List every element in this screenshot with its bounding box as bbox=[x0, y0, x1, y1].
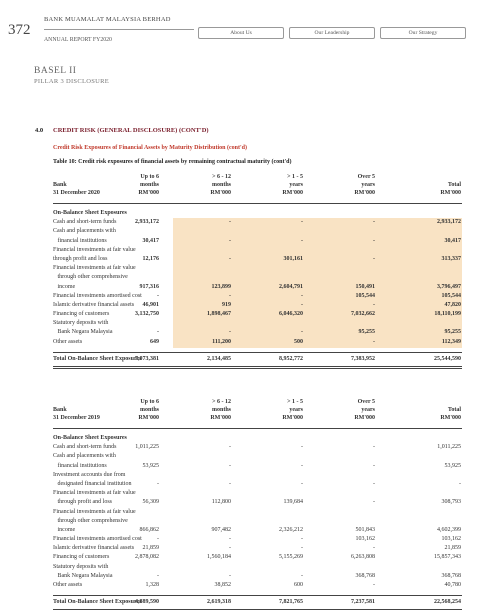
cell-value: 2,933,172 bbox=[135, 219, 159, 226]
cell-value: - bbox=[229, 255, 231, 262]
table-row bbox=[53, 219, 462, 228]
date-label: 31 December 2020 bbox=[53, 190, 100, 197]
cell-value: - bbox=[229, 545, 231, 552]
column-header bbox=[440, 173, 461, 198]
column-header-line: Up to 6 bbox=[140, 399, 159, 405]
content-title: CREDIT RISK (GENERAL DISCLOSURE) (CONT'D) bbox=[53, 127, 209, 134]
cell-value: 112,349 bbox=[441, 338, 461, 345]
row-label: income bbox=[53, 526, 76, 533]
table-row bbox=[53, 490, 462, 499]
cell-value: - bbox=[373, 219, 375, 226]
column-header bbox=[440, 398, 461, 423]
table-row bbox=[53, 463, 462, 472]
row-label: Financial investments at fair value bbox=[53, 265, 136, 272]
cell-value: - bbox=[373, 545, 375, 552]
cell-value: 6,046,320 bbox=[279, 311, 303, 318]
table-row bbox=[53, 545, 462, 554]
cell-value: 12,176 bbox=[142, 255, 159, 262]
cell-value: 917,316 bbox=[139, 283, 159, 290]
cell-value: 18,110,199 bbox=[434, 311, 461, 318]
row-label: Islamic derivative financial assets bbox=[53, 545, 135, 552]
cell-value: - bbox=[301, 292, 303, 299]
cell-value: 1,328 bbox=[145, 582, 159, 588]
total-rule bbox=[53, 352, 462, 353]
row-label: through other comprehensive bbox=[53, 517, 128, 524]
cell-value: - bbox=[229, 462, 231, 469]
row-label: Other assets bbox=[53, 338, 83, 345]
row-label: through other comprehensive bbox=[53, 274, 128, 281]
row-label: Cash and placements with bbox=[53, 228, 116, 235]
cell-value: - bbox=[301, 219, 303, 226]
cell-value: - bbox=[157, 536, 159, 543]
cell-value: - bbox=[229, 444, 231, 451]
column-header bbox=[282, 398, 303, 423]
table-header bbox=[53, 173, 462, 203]
column-header bbox=[138, 173, 159, 198]
cell-value: 53,925 bbox=[142, 462, 159, 469]
column-header-line: months bbox=[211, 182, 231, 189]
table-row bbox=[53, 499, 462, 508]
column-header-line: RM'000 bbox=[138, 190, 159, 197]
header-rule bbox=[53, 428, 462, 429]
cell-value: - bbox=[229, 237, 231, 244]
total-value: 2,619,318 bbox=[207, 599, 231, 606]
column-header-line: RM'000 bbox=[282, 190, 303, 197]
row-label: Financial investments amortised cost bbox=[53, 536, 142, 543]
table-row bbox=[53, 444, 462, 453]
header-rule bbox=[53, 203, 462, 204]
table-row bbox=[53, 527, 462, 536]
cell-value: - bbox=[301, 536, 303, 543]
column-header-line: years bbox=[361, 407, 375, 414]
cell-value: 38,852 bbox=[214, 582, 231, 588]
total-value: 2,134,485 bbox=[207, 355, 231, 362]
cell-value: - bbox=[301, 237, 303, 244]
column-header-line: Total bbox=[447, 407, 461, 414]
nav-about-us-button[interactable]: About Us bbox=[198, 27, 284, 39]
bank-label: Bank bbox=[53, 182, 67, 188]
cell-value: 95,255 bbox=[444, 329, 461, 336]
table-row bbox=[53, 453, 462, 462]
column-header-line: years bbox=[361, 182, 375, 189]
cell-value: 2,878,082 bbox=[135, 554, 159, 561]
table-header bbox=[53, 398, 462, 428]
table-row bbox=[53, 311, 462, 320]
row-label: Investment accounts due from bbox=[53, 471, 126, 478]
table-row bbox=[53, 435, 462, 444]
section-title: BASEL II bbox=[34, 66, 77, 76]
table-2019 bbox=[53, 398, 462, 611]
nav-our-strategy-button[interactable]: Our Strategy bbox=[380, 27, 466, 39]
total-value: 25,544,590 bbox=[434, 355, 461, 362]
column-header-line: RM'000 bbox=[282, 415, 303, 422]
table-row bbox=[53, 284, 462, 293]
cell-value: 53,925 bbox=[444, 462, 461, 469]
column-header bbox=[354, 398, 375, 423]
table-row bbox=[53, 210, 462, 219]
table-row bbox=[53, 582, 462, 591]
table-bank-label bbox=[53, 406, 100, 422]
row-label: Statutory deposits with bbox=[53, 320, 109, 327]
cell-value: - bbox=[301, 545, 303, 552]
cell-value: 1,011,225 bbox=[135, 444, 159, 451]
cell-value: - bbox=[157, 480, 159, 487]
column-header-line: RM'000 bbox=[354, 190, 375, 197]
cell-value: 2,933,172 bbox=[437, 219, 461, 226]
cell-value: - bbox=[459, 480, 461, 487]
cell-value: - bbox=[373, 301, 375, 308]
table-row bbox=[53, 274, 462, 283]
column-header-line: RM'000 bbox=[210, 415, 231, 422]
total-value: 7,073,381 bbox=[135, 355, 159, 362]
cell-value: 111,200 bbox=[212, 338, 231, 345]
total-value: 7,821,765 bbox=[279, 599, 303, 606]
row-label: On-Balance Sheet Exposures bbox=[53, 435, 127, 441]
column-header-line bbox=[440, 173, 461, 181]
total-rule bbox=[53, 595, 462, 596]
cell-value: 40,780 bbox=[444, 582, 461, 588]
cell-value: 1,011,225 bbox=[437, 444, 461, 451]
column-header-line: RM'000 bbox=[210, 190, 231, 197]
cell-value: - bbox=[301, 462, 303, 469]
column-header-line: months bbox=[139, 182, 159, 189]
cell-value: 123,899 bbox=[211, 283, 231, 290]
cell-value: - bbox=[301, 444, 303, 451]
table-row bbox=[53, 238, 462, 247]
total-label: Total On-Balance Sheet Exposures bbox=[53, 355, 142, 362]
bottom-rule-double bbox=[53, 368, 462, 369]
table-row bbox=[53, 573, 462, 582]
header-divider bbox=[44, 29, 194, 30]
cell-value: 47,820 bbox=[444, 301, 461, 308]
table-row bbox=[53, 293, 462, 302]
bank-name: BANK MUAMALAT MALAYSIA BERHAD bbox=[44, 16, 171, 23]
cell-value: - bbox=[229, 292, 231, 299]
column-header bbox=[210, 398, 231, 423]
column-header-line: years bbox=[289, 182, 303, 189]
column-header bbox=[138, 398, 159, 423]
row-label: designated financial institution bbox=[53, 480, 132, 487]
column-header-line: RM'000 bbox=[138, 415, 159, 422]
cell-value: - bbox=[301, 301, 303, 308]
cell-value: 919 bbox=[222, 301, 231, 308]
page-number: 372 bbox=[8, 22, 31, 38]
cell-value: - bbox=[373, 255, 375, 262]
total-value: 8,952,772 bbox=[279, 355, 303, 362]
cell-value: 600 bbox=[294, 582, 303, 588]
row-label: through profit and loss bbox=[53, 499, 112, 506]
cell-value: 46,901 bbox=[142, 301, 159, 308]
column-header bbox=[210, 173, 231, 198]
cell-value: 308,793 bbox=[441, 499, 461, 506]
row-label: through profit and loss bbox=[53, 255, 108, 262]
table-row bbox=[53, 518, 462, 527]
cell-value: - bbox=[373, 444, 375, 451]
cell-value: 7,032,662 bbox=[351, 311, 375, 318]
table-body bbox=[53, 435, 462, 591]
cell-value: 21,859 bbox=[444, 545, 461, 552]
row-label: On-Balance Sheet Exposures bbox=[53, 210, 127, 216]
column-header-line: > 6 - 12 bbox=[212, 174, 231, 180]
cell-value: 4,602,399 bbox=[437, 526, 461, 533]
row-label: financial institutions bbox=[53, 237, 107, 244]
row-label: Bank Negara Malaysia bbox=[53, 572, 113, 579]
total-value: 7,237,581 bbox=[351, 599, 375, 606]
column-header-line: RM'000 bbox=[354, 415, 375, 422]
cell-value: - bbox=[301, 480, 303, 487]
row-label: Cash and short-term funds bbox=[53, 219, 117, 226]
cell-value: 150,491 bbox=[355, 283, 375, 290]
section-subtitle: PILLAR 3 DISCLOSURE bbox=[34, 78, 110, 85]
cell-value: - bbox=[229, 480, 231, 487]
table-row bbox=[53, 265, 462, 274]
table-row bbox=[53, 320, 462, 329]
cell-value: - bbox=[373, 499, 375, 506]
cell-value: - bbox=[229, 329, 231, 336]
cell-value: 6,263,808 bbox=[351, 554, 375, 561]
column-header-line: months bbox=[211, 407, 231, 414]
column-header-line: Up to 6 bbox=[140, 174, 159, 180]
column-header-line: Total bbox=[447, 182, 461, 189]
cell-value: - bbox=[229, 219, 231, 226]
cell-value: - bbox=[157, 572, 159, 579]
column-header bbox=[354, 173, 375, 198]
cell-value: - bbox=[301, 329, 303, 336]
cell-value: - bbox=[373, 480, 375, 487]
table-row bbox=[53, 256, 462, 265]
column-header bbox=[282, 173, 303, 198]
cell-value: 1,898,467 bbox=[207, 311, 231, 318]
cell-value: - bbox=[373, 462, 375, 469]
table-row bbox=[53, 536, 462, 545]
row-label: Other assets bbox=[53, 582, 83, 588]
table-row bbox=[53, 564, 462, 573]
cell-value: 21,859 bbox=[142, 545, 159, 552]
row-label: financial institutions bbox=[53, 462, 107, 469]
row-label: Cash and placements with bbox=[53, 453, 116, 460]
column-header-line bbox=[440, 398, 461, 406]
total-value: 4,889,590 bbox=[135, 599, 159, 606]
table-2020 bbox=[53, 173, 462, 369]
total-row bbox=[53, 356, 462, 365]
row-label: Financial investments at fair value bbox=[53, 490, 136, 497]
cell-value: 105,544 bbox=[441, 292, 461, 299]
cell-value: 103,162 bbox=[441, 536, 461, 543]
bank-label: Bank bbox=[53, 407, 67, 413]
total-value: 7,383,952 bbox=[351, 355, 375, 362]
cell-value: 3,796,497 bbox=[437, 283, 461, 290]
table-row bbox=[53, 481, 462, 490]
column-header-line: > 1 - 5 bbox=[287, 399, 303, 405]
column-header-line: months bbox=[139, 407, 159, 414]
cell-value: - bbox=[229, 572, 231, 579]
cell-value: 368,768 bbox=[355, 572, 375, 579]
row-label: Cash and short-term funds bbox=[53, 444, 117, 451]
cell-value: 907,482 bbox=[211, 526, 231, 533]
cell-value: 649 bbox=[150, 338, 159, 345]
cell-value: 105,544 bbox=[355, 292, 375, 299]
column-header-line: RM'000 bbox=[440, 415, 461, 422]
page-header bbox=[0, 0, 480, 52]
cell-value: - bbox=[373, 582, 375, 588]
cell-value: 15,857,343 bbox=[434, 554, 461, 561]
table-row bbox=[53, 554, 462, 563]
cell-value: - bbox=[157, 292, 159, 299]
table-row bbox=[53, 329, 462, 338]
cell-value: 866,862 bbox=[139, 526, 159, 533]
cell-value: 2,604,791 bbox=[279, 283, 303, 290]
cell-value: 313,337 bbox=[441, 255, 461, 262]
table-row bbox=[53, 472, 462, 481]
row-label: Statutory deposits with bbox=[53, 563, 109, 570]
row-label: Financing of customers bbox=[53, 311, 110, 318]
cell-value: 5,155,269 bbox=[279, 554, 303, 561]
cell-value: - bbox=[373, 237, 375, 244]
row-label: income bbox=[53, 283, 76, 290]
table-row bbox=[53, 339, 462, 348]
row-label: Financial investments at fair value bbox=[53, 508, 136, 515]
cell-value: - bbox=[157, 329, 159, 336]
section-number: 4.0 bbox=[35, 127, 44, 134]
bottom-rule bbox=[53, 366, 462, 367]
cell-value: 30,417 bbox=[444, 237, 461, 244]
table-body bbox=[53, 210, 462, 348]
cell-value: 95,255 bbox=[358, 329, 375, 336]
column-header-line: > 6 - 12 bbox=[212, 399, 231, 405]
row-label: Islamic derivative financial assets bbox=[53, 301, 135, 308]
cell-value: 56,309 bbox=[142, 499, 159, 506]
cell-value: 501,843 bbox=[355, 526, 375, 533]
row-label: Financing of customers bbox=[53, 554, 110, 561]
table-bank-label bbox=[53, 181, 100, 197]
cell-value: 500 bbox=[294, 338, 303, 345]
cell-value: 103,162 bbox=[355, 536, 375, 543]
cell-value: 368,768 bbox=[441, 572, 461, 579]
column-header-line: > 1 - 5 bbox=[287, 174, 303, 180]
cell-value: - bbox=[373, 338, 375, 345]
column-header-line: years bbox=[289, 407, 303, 414]
total-value: 22,568,254 bbox=[434, 599, 461, 606]
report-name: ANNUAL REPORT FY2020 bbox=[44, 37, 112, 43]
bottom-rule bbox=[53, 609, 462, 610]
column-header-line: RM'000 bbox=[440, 190, 461, 197]
cell-value: 112,800 bbox=[211, 499, 231, 506]
cell-value: - bbox=[229, 536, 231, 543]
row-label: Financial investments amortised cost bbox=[53, 292, 142, 299]
table-row bbox=[53, 509, 462, 518]
row-label: Bank Negara Malaysia bbox=[53, 329, 113, 336]
cell-value: 3,132,750 bbox=[135, 311, 159, 318]
table-row bbox=[53, 228, 462, 237]
cell-value: - bbox=[301, 572, 303, 579]
table-row bbox=[53, 247, 462, 256]
date-label: 31 December 2019 bbox=[53, 415, 100, 422]
table-row bbox=[53, 302, 462, 311]
nav-our-leadership-button[interactable]: Our Leadership bbox=[289, 27, 375, 39]
content-subheading: Credit Risk Exposures of Financial Assets by Maturity Distribution (cont'd) bbox=[53, 145, 247, 151]
column-header-line: Over 5 bbox=[357, 174, 375, 180]
row-label: Financial investments at fair value bbox=[53, 246, 136, 253]
column-header-line: Over 5 bbox=[357, 399, 375, 405]
cell-value: 30,417 bbox=[142, 237, 159, 244]
cell-value: 2,326,212 bbox=[279, 526, 303, 533]
total-label: Total On-Balance Sheet Exposures bbox=[53, 599, 142, 606]
cell-value: 301,161 bbox=[283, 255, 303, 262]
total-row bbox=[53, 599, 462, 608]
cell-value: 139,684 bbox=[283, 499, 303, 506]
table-title: Table 10: Credit risk exposures of financial assets by remaining contractual maturity (cont'd) bbox=[53, 159, 292, 165]
cell-value: 1,560,184 bbox=[207, 554, 231, 561]
